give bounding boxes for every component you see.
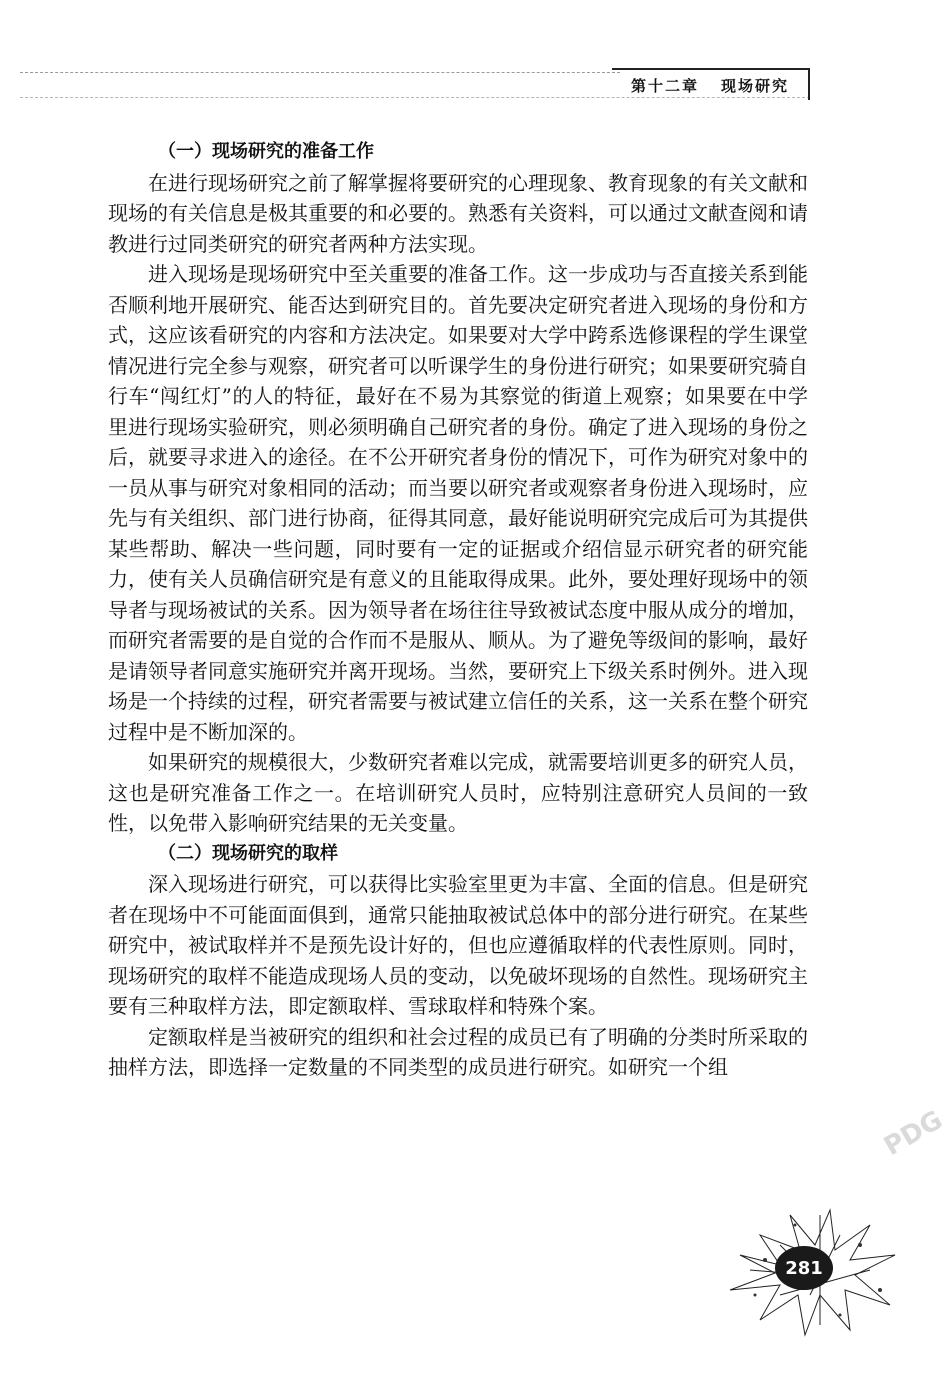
paragraph: 在进行现场研究之前了解掌握将要研究的心理现象、教育现象的有关文献和现场的有关信息是极其重要的和必要的。熟悉有关资料，可以通过文献查阅和请教进行过同类研究的研究者两种方法实现。 <box>108 170 808 256</box>
paragraph: 如果研究的规模很大，少数研究者难以完成，就需要培训更多的研究人员，这也是研究准备工作之一。在培训研究人员时，应特别注意研究人员间的一致性，以免带入影响研究结果的无关变量。 <box>108 750 808 835</box>
paragraph: 进入现场是现场研究中至关重要的准备工作。这一步成功与否直接关系到能否顺利地开展研究、能否达到研究目的。首先要决定研究者进入现场的身份和方式，这应该看研究的内容和方法决定。如果要对大学中跨系选修课程的学生课堂情况进行完全参与观察，研究者可以听课学生的身份进行研究；如果要研究骑自行车“闯红灯”的人的特征，最好在不易为其察觉的街道上观察；如果要在中学里进行现场实验研究，则必须明确自己研究者的身份。确定了进入现场的身份之后，就要寻求进入的途径。在不公开研究者身份的情况下，可作为研究对象中的一员从事与研究对象相同的活动；而当要以研究者或观察者身份进入现场时，应先与有关组织、部门进行协商，征得其同意，最好能说明研究完成后可为其提供某些帮助、解决一些问题，同时要有一定的证据或介绍信显示研究者的研究能力，使有关人员确信研究是有意义的且能取得成果。此外，要处理好现场中的领导者与现场被试的关系。因为领导者在场往往导致被试态度中服从成分的增加，而研究者需要的是自觉的合作而不是服从、顺从。为了避免等级间的影响，最好是请领导者同意实施研究并离开现场。当然，要研究上下级关系时例外。进入现场是一个持续的过程，研究者需要与被试建立信任的关系，这一关系在整个研究过程中是不断加深的。 <box>108 262 808 744</box>
header-rule <box>20 72 620 73</box>
running-header <box>612 68 810 100</box>
paragraph: 深入现场进行研究，可以获得比实验室里更为丰富、全面的信息。但是研究者在现场中不可能面面俱到，通常只能抽取被试总体中的部分进行研究。在某些研究中，被试取样并不是预先设计好的，但也应遵循取样的代表性原则。同时，现场研究的取样不能造成现场人员的变动，以免破坏现场的自然性。现场研究主要有三种取样方法，即定额取样、雪球取样和特殊个案。 <box>108 872 808 1018</box>
watermark-text: PDG <box>879 1105 948 1163</box>
chapter-title: 现场研究 <box>721 76 790 95</box>
chapter-label: 第十二章 <box>630 76 699 95</box>
paragraph: 定额取样是当被研究的组织和社会过程的成员已有了明确的分类时所采取的抽样方法，即选择一定数量的不同类型的成员进行研究。如研究一个组 <box>108 1024 808 1079</box>
page-number: 281 <box>775 1246 833 1290</box>
page-body <box>108 137 808 1083</box>
section-heading-sampling: （二）现场研究的取样 <box>158 842 338 864</box>
section-heading-preparation: （一）现场研究的准备工作 <box>158 141 374 162</box>
